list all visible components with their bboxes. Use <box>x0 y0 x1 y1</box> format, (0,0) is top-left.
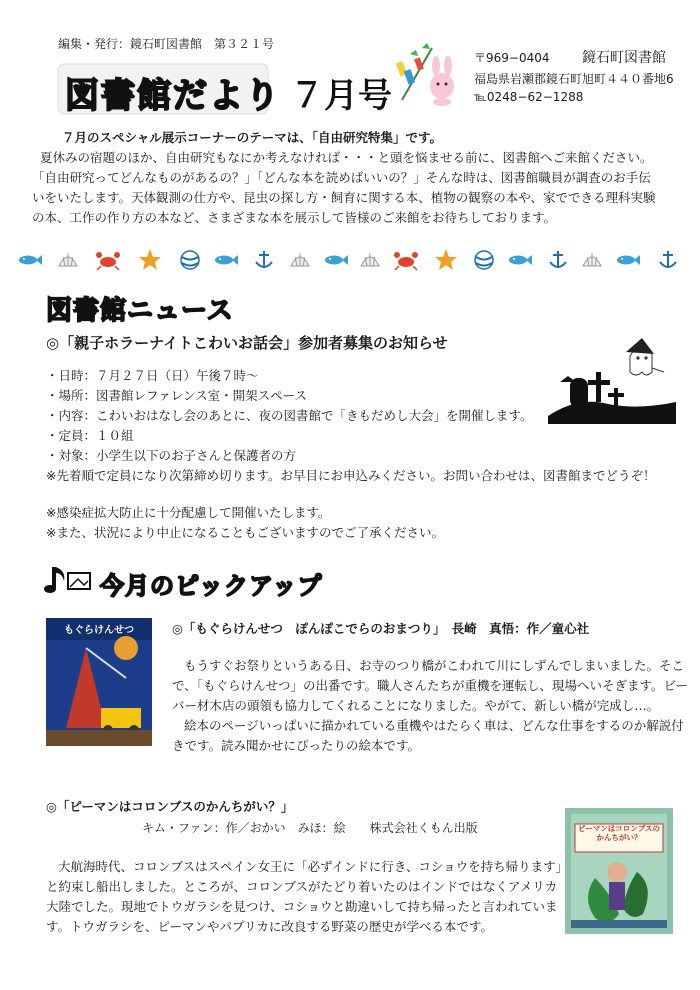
news-section-title: 図書館ニュース <box>46 296 234 326</box>
book1-line: バー材木店の頭領も協力してくれることになりました。やがて、新しい橋が完成し…。 <box>172 698 660 713</box>
book2-heading: ◎「ピーマンはコロンブスのかんちがい？」 <box>46 799 294 814</box>
note-line: ※感染症拡大防止に十分配慮して開催いたします。 <box>46 505 331 520</box>
book1-line: で、「もぐらけんせつ」の出番です。職人さんたちが重機を運転し、現場へいそぎます。ビー <box>172 678 689 693</box>
event-capacity: ・定員：１０組 <box>46 428 134 443</box>
book1-heading: ◎「もぐらけんせつ ぽんぽこでらのおまつり」 長崎 真悟：作／童心社 <box>172 621 590 636</box>
book2-credit: キム・ファン：作／おかい みほ：絵 株式会社くもん出版 <box>142 821 478 835</box>
library-phone: ℡0248−62−1288 <box>474 90 584 104</box>
book2-line: と約束し船出しました。ところが、コロンブスがたどり着いたのはインドではなくアメリカ <box>46 879 558 894</box>
intro-paragraph <box>32 128 672 228</box>
event-place: ・場所：図書館レファレンス室・開架スペース <box>46 388 307 403</box>
library-address: 福島県岩瀬郡鏡石町旭町４４０番地6 <box>474 72 674 86</box>
book2-line: 大航海時代、コロンブスはスペイン女王に「必ずインドに行き、コショウを持ち帰ります」 <box>58 859 569 874</box>
book2-line: す。トウガラシを、ピーマンやパプリカに改良する野菜の歴史が学べる本です。 <box>46 919 493 934</box>
music-note-icon <box>42 563 94 597</box>
book-cover-moguraken-setsu <box>46 618 152 746</box>
postal-code: 〒969−0404 <box>474 51 550 65</box>
masthead-month: ７月号 <box>290 76 392 116</box>
book1-description <box>172 656 689 756</box>
news-event-title: ◎「親子ホラーナイトこわいお話会」参加者募集のお知らせ <box>46 334 448 352</box>
haunted-graveyard-illustration <box>548 338 676 424</box>
intro-lead: ７月のスペシャル展示コーナーのテーマは、「自由研究特集」です。 <box>62 130 443 145</box>
issue-line: 編集・発行：鏡石町図書館 第３２１号 <box>58 37 275 51</box>
book2-description <box>46 857 569 937</box>
tanabata-rabbit-illustration <box>392 40 462 110</box>
news-notes <box>46 503 444 543</box>
pickup-section-title: 今月のピックアップ <box>100 572 323 600</box>
book1-cover-title: もぐらけんせつ <box>64 625 134 636</box>
book-cover-piman <box>565 808 673 934</box>
intro-line: の本、工作の作り方の本など、さまざまな本を展示して皆様のご来館をお待ちしております。 <box>32 210 557 225</box>
intro-line: いをいたします。天体観測の仕方や、昆虫の探し方・飼育に関する本、植物の観察の本や、家でできる理科実験 <box>32 190 656 205</box>
intro-line: 夏休みの宿題のほか、自由研究もなにか考えなければ・・・と頭を悩ませる前に、図書館へご来館ください。 <box>40 150 653 165</box>
event-content: ・内容：こわいおはなし会のあとに、夜の図書館で「きもだめし大会」を開催します。 <box>46 408 533 423</box>
event-target: ・対象：小学生以下のお子さんと保護者の方 <box>46 448 297 463</box>
sea-creature-divider <box>18 248 682 272</box>
book1-line: 絵本のページいっぱいに描かれている重機やはたらく車は、どんな仕事をするのか解説付 <box>184 718 684 733</box>
intro-line: 「自由研究ってどんなものがあるの？」「どんな本を読めばいいの？」そんな時は、図書館職員が調査のお手伝 <box>32 170 651 185</box>
event-date: ・日時：７月２７日（日）午後７時～ <box>46 368 259 383</box>
library-name: 鏡石町図書館 <box>582 50 666 66</box>
note-line: ※また、状況により中止になることもございますのでご了承ください。 <box>46 525 444 540</box>
masthead-title: 図書館だより <box>65 76 281 116</box>
book1-line: きです。読み聞かせにぴったりの絵本です。 <box>172 738 421 753</box>
event-registration-note: ※先着順で定員になり次第締め切ります。お早目にお申込みください。お問い合わせは、図書館までどうぞ！ <box>46 468 656 483</box>
book2-cover-title: ピーマンはコロンブスのかんちがい？ <box>578 824 660 842</box>
book2-line: 大陸でした。現地でトウガラシを見つけ、コショウと勘違いして持ち帰ったと言われていま <box>46 899 558 914</box>
book1-line: もうすぐお祭りというある日、お寺のつり橋がこわれて川にしずんでしまいました。そこ <box>184 658 685 673</box>
